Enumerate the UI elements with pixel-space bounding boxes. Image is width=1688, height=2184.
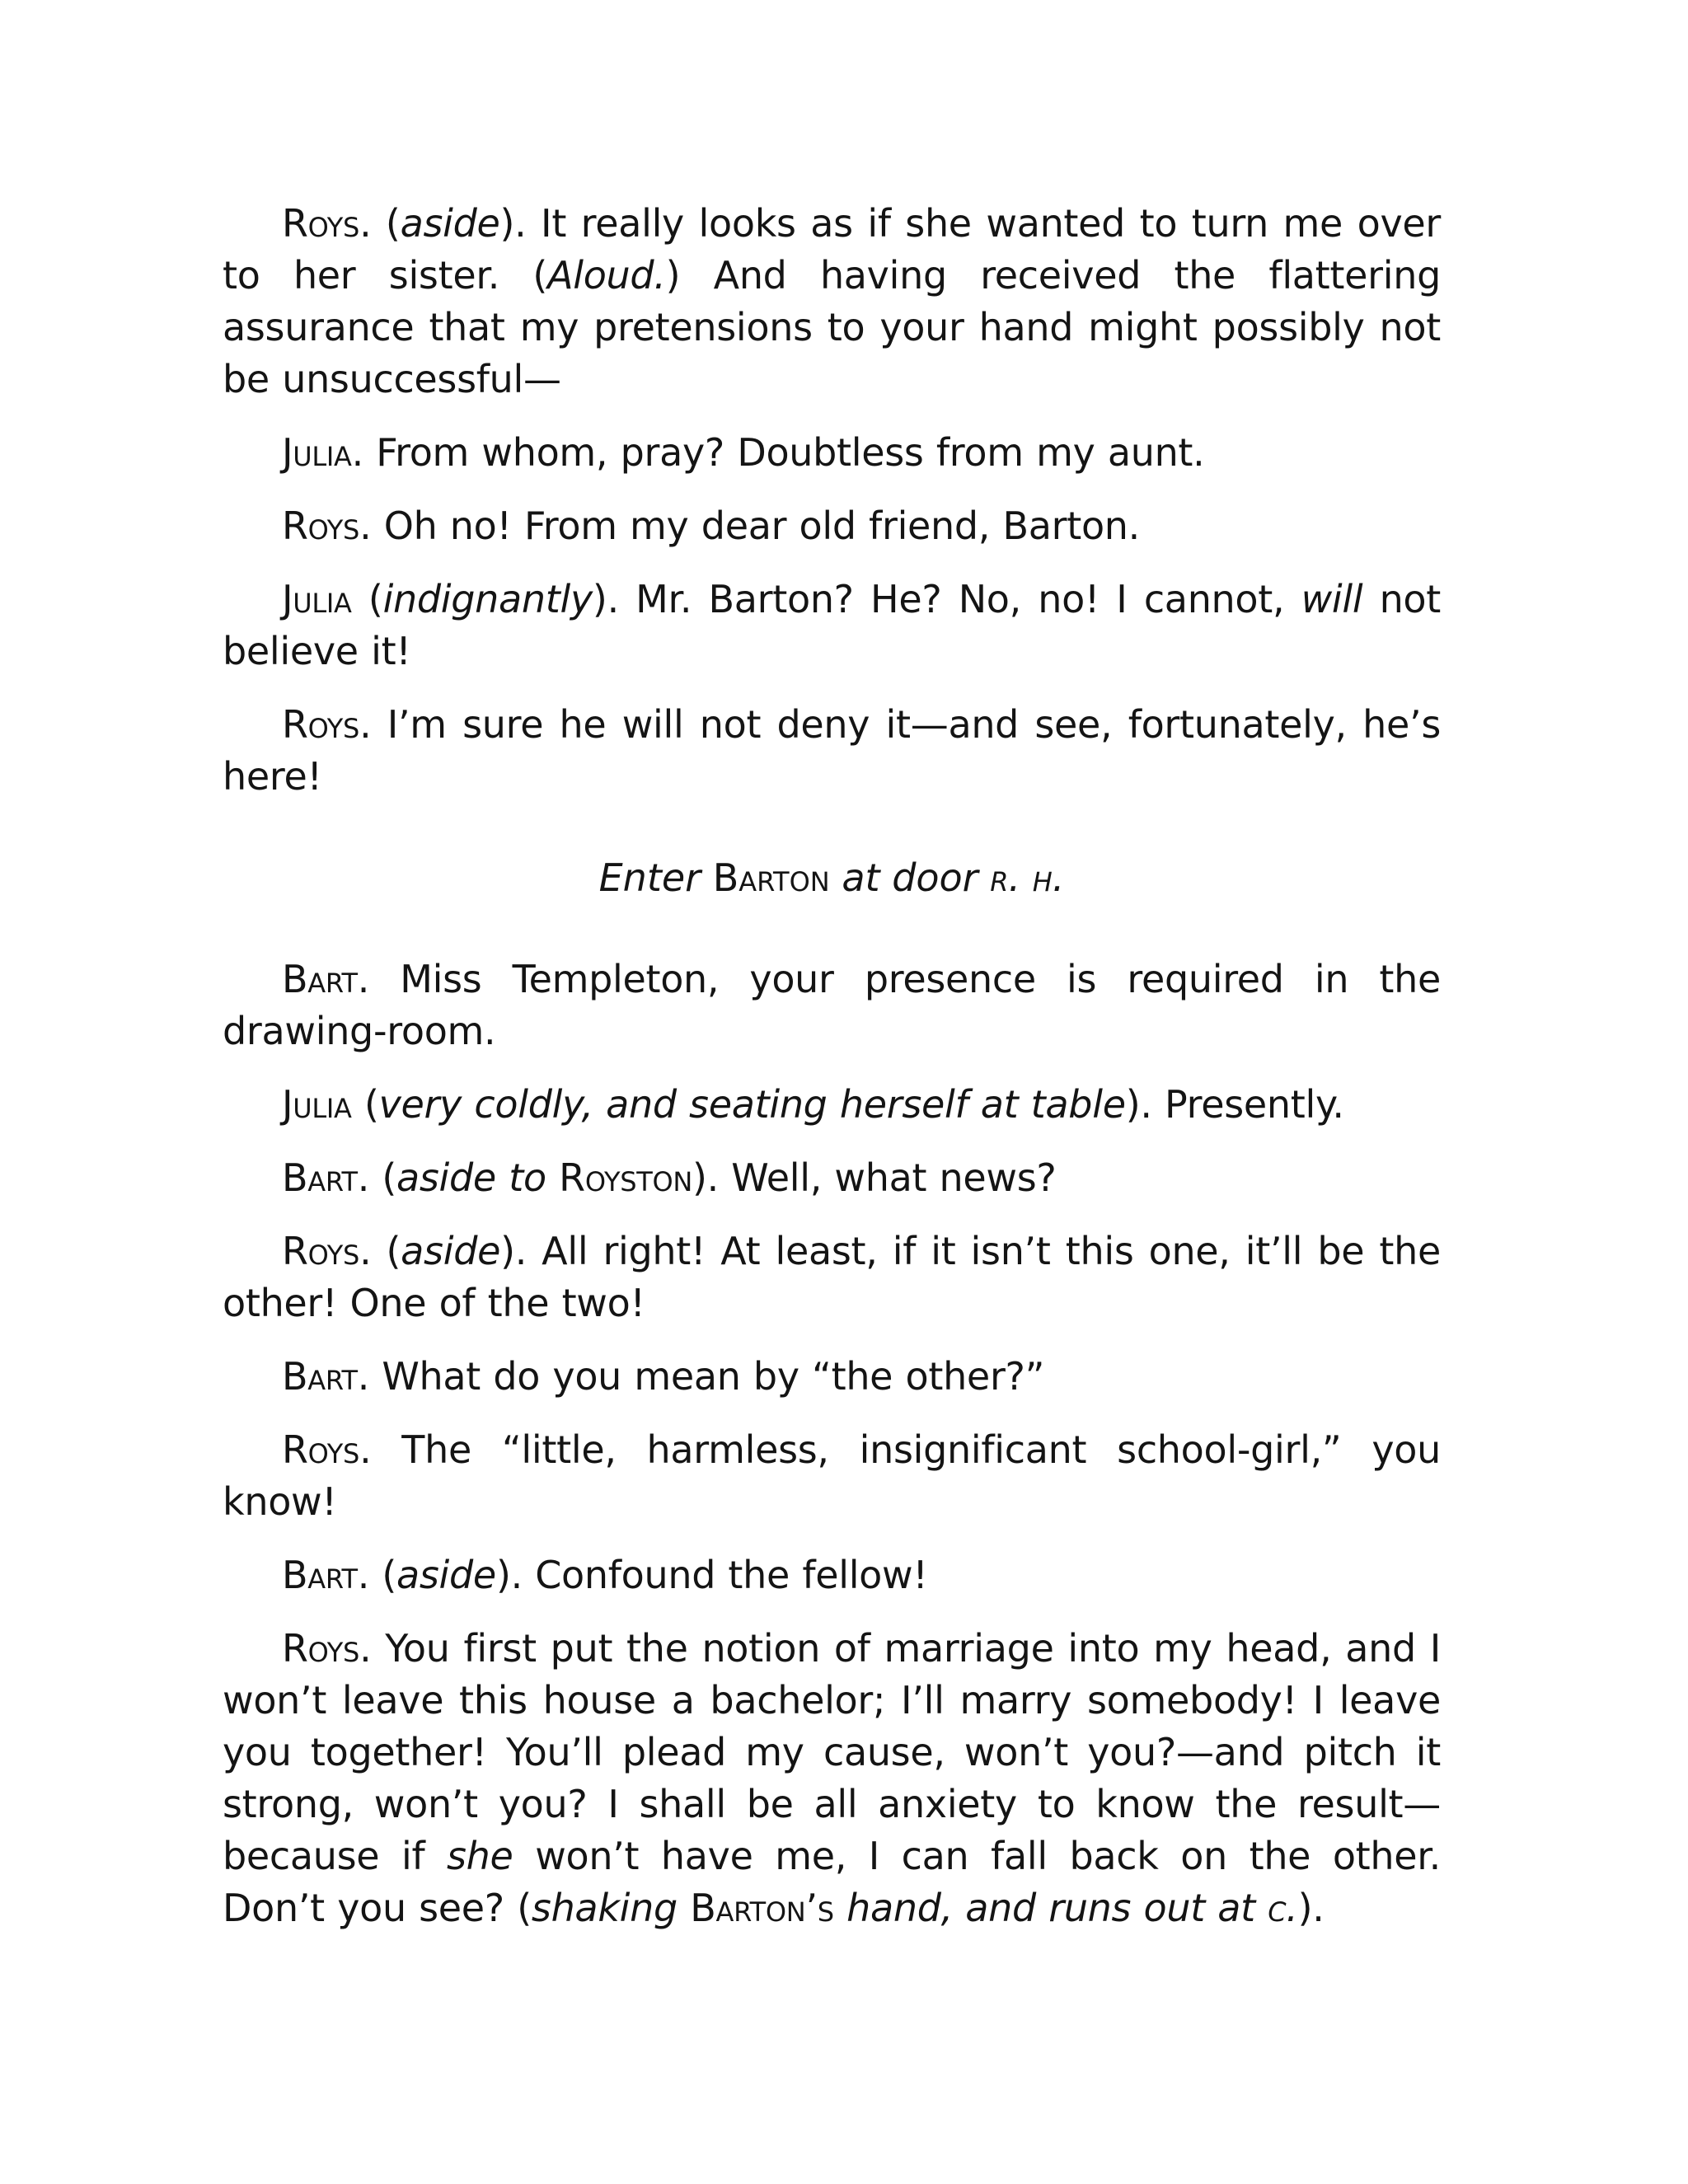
- speaker-name: Julia: [282, 430, 352, 475]
- dialogue-royston-5: Roys. The “little, harmless, insignificant school-girl,” you know!: [223, 1427, 1441, 1524]
- stage-note: Aloud.: [547, 253, 666, 298]
- dialogue-julia-2: Julia (indignantly). Mr. Barton? He? No, no! I cannot, will not believe it!: [223, 577, 1442, 673]
- speaker-name: Roys: [282, 1229, 360, 1273]
- stage-note: indignantly: [382, 577, 593, 621]
- dialogue-royston-1: Roys. (aside). It really looks as if she wanted to turn me over to her sister. (Aloud.) And having received the flattering assurance that my pretensions to your hand might possibly not be unsuccessful—: [223, 201, 1442, 401]
- dialogue-royston-3: Roys. I’m sure he will not deny it—and see, fortunately, he’s here!: [223, 702, 1441, 799]
- emphasis: will: [1301, 577, 1363, 621]
- stage-note: aside to: [396, 1155, 560, 1200]
- speaker-name: Roys: [282, 1626, 360, 1671]
- stage-note: aside: [396, 1553, 496, 1597]
- speaker-name: Bart: [282, 1354, 358, 1399]
- stage-direction-enter-barton: Enter Barton at door r. h.: [598, 855, 1065, 900]
- dialogue-royston-2: Roys. Oh no! From my dear old friend, Barton.: [282, 504, 1140, 548]
- speaker-name: Bart: [282, 957, 358, 1001]
- dialogue-barton-3: Bart. What do you mean by “the other?”: [282, 1354, 1045, 1399]
- character-name: Royston: [559, 1155, 693, 1200]
- script-page: [223, 198, 1441, 1956]
- stage-note: very coldly, and seating herself at table: [378, 1082, 1126, 1127]
- speaker-name: Roys: [282, 201, 360, 246]
- emphasis: she: [447, 1834, 513, 1878]
- speaker-name: Julia: [282, 1082, 352, 1127]
- speaker-name: Roys: [282, 1427, 360, 1472]
- speaker-name: Bart: [282, 1155, 358, 1200]
- dialogue-barton-1: Bart. Miss Templeton, your presence is required in the drawing-room.: [223, 957, 1441, 1053]
- stage-note: aside: [400, 201, 500, 246]
- dialogue-royston-6: Roys. You first put the notion of marriage into my head, and I won’t leave this house a bachelor; I’ll marry somebody! I leave you together! You’ll plead my cause, won’t you?—and pitch it strong, won’t you? I shall be all anxiety to know the result—because if she won’t have me, I can fall back on the other. Don’t you see? (shaking Barton’s hand, and runs out at c.).: [223, 1626, 1441, 1930]
- speaker-name: Julia: [282, 577, 352, 621]
- dialogue-barton-4: Bart. (aside). Confound the fellow!: [282, 1553, 928, 1597]
- speaker-name: Roys: [282, 504, 360, 548]
- speaker-name: Roys: [282, 702, 360, 747]
- dialogue-julia-1: Julia. From whom, pray? Doubtless from my aunt.: [282, 430, 1205, 475]
- dialogue-julia-3: Julia (very coldly, and seating herself at table). Presently.: [282, 1082, 1344, 1127]
- character-name: Barton’s: [690, 1886, 834, 1930]
- speaker-name: Bart: [282, 1553, 358, 1597]
- stage-position: r. h.: [990, 855, 1065, 900]
- stage-note: shaking: [531, 1886, 691, 1930]
- character-name: Barton: [712, 855, 830, 900]
- dialogue-royston-4: Roys. (aside). All right! At least, if it isn’t this one, it’ll be the other! One of the two!: [223, 1229, 1441, 1325]
- stage-note: hand, and runs out at: [833, 1886, 1268, 1930]
- dialogue-barton-2: Bart. (aside to Royston). Well, what news?: [282, 1155, 1057, 1200]
- stage-note: aside: [401, 1229, 501, 1273]
- stage-position: c.: [1268, 1886, 1298, 1930]
